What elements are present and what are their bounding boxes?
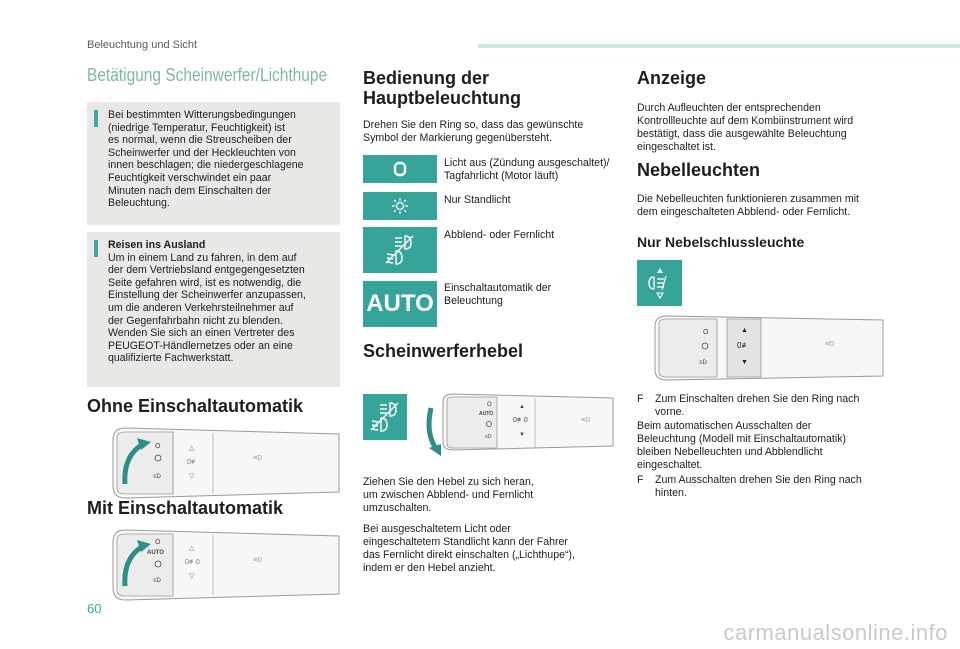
nebel-line: Die Nebelleuchten funktionieren zusammen mit xyxy=(637,193,859,205)
watermark: carmanualsonline.info xyxy=(723,620,948,645)
low-high-beam-icon xyxy=(363,227,437,273)
svg-text:O: O xyxy=(155,443,161,450)
side-light-label: Nur Standlicht xyxy=(444,194,511,206)
note-line: Bei bestimmten Witterungsbedingungen xyxy=(108,109,296,121)
svg-text:AUTO: AUTO xyxy=(479,411,494,417)
nebel-bullet-line: vorne. xyxy=(655,406,685,418)
note-line: qualifizierte Fachwerkstatt. xyxy=(108,352,234,365)
low-high-beam-label: Abblend- oder Fernlicht xyxy=(444,229,555,241)
note-box-condensation xyxy=(87,102,340,225)
auto-label: Beleuchtung xyxy=(444,295,503,307)
note-bar xyxy=(94,240,98,257)
bedienung-intro-line: Drehen Sie den Ring so, dass das gewünschte xyxy=(363,119,584,131)
note-line: es normal, wenn die Streuscheiben der xyxy=(108,134,292,147)
anzeige-line: eingeschaltet ist. xyxy=(637,141,716,153)
hebel-paragraph-line: das Fernlicht direkt einschalten („Lichthupe“), xyxy=(363,549,575,561)
note-line: Beleuchtung. xyxy=(108,197,170,210)
note-line: Scheinwerfer und der Heckleuchten von xyxy=(108,146,296,159)
svg-text:O: O xyxy=(703,329,709,336)
note-line: Um in einem Land zu fahren, in dem auf xyxy=(108,251,297,264)
note-line: innen beschlagen; die niedergeschlagene xyxy=(108,159,304,172)
nebel-bullet-line: Zum Einschalten drehen Sie den Ring nach xyxy=(655,393,860,405)
hebel-paragraph-line: Bei ausgeschaltetem Licht oder xyxy=(363,523,511,535)
nebel-para-line: bleiben Nebelleuchten und Abblendlicht xyxy=(637,446,823,458)
nebel-line: dem eingeschalteten Abblend- oder Fernlicht. xyxy=(637,206,851,218)
svg-text:▽: ▽ xyxy=(189,473,195,480)
svg-text:≡D: ≡D xyxy=(581,417,591,424)
page-number: 60 xyxy=(87,601,102,616)
svg-text:0≢0: 0≢0 xyxy=(185,559,200,566)
stalk-illustration-manual xyxy=(103,420,341,502)
heading-anzeige: Anzeige xyxy=(637,68,707,88)
light-off-label: Licht aus (Zündung ausgeschaltet)/ xyxy=(444,157,610,169)
bedienung-intro-line: Symbol der Markierung gegenübersteht. xyxy=(363,132,553,144)
stalk-illustration-hebel xyxy=(415,388,615,460)
svg-text:△: △ xyxy=(189,545,195,552)
note-box-abroad xyxy=(87,232,340,387)
note-title: Reisen ins Ausland xyxy=(108,239,206,251)
svg-text:≡D: ≡D xyxy=(253,557,263,564)
svg-text:O: O xyxy=(155,539,161,546)
heading-bedienung-line1: Bedienung der xyxy=(363,68,490,88)
nebel-para-line: Beleuchtung (Modell mit Einschaltautomatik) xyxy=(637,433,847,445)
hebel-paragraph-line: Ziehen Sie den Hebel zu sich heran, xyxy=(363,476,534,488)
rear-fog-icon xyxy=(637,260,682,306)
note-line: Feuchtigkeit verschwindet ein paar xyxy=(108,171,272,184)
svg-text:0≢: 0≢ xyxy=(737,341,750,350)
running-header: Beleuchtung und Sicht xyxy=(87,39,198,51)
note-line: Minuten nach dem Einschalten der xyxy=(108,184,272,197)
svg-text:▲: ▲ xyxy=(741,327,748,334)
svg-text:▲: ▲ xyxy=(519,404,525,410)
header-bar xyxy=(478,44,960,48)
auto-label: Einschaltautomatik der xyxy=(444,282,552,294)
anzeige-line: Kontrollleuchte auf dem Kombiinstrument wird xyxy=(637,115,854,127)
svg-text:≡D: ≡D xyxy=(485,434,492,440)
stalk-illustration-fog xyxy=(645,310,885,386)
hebel-paragraph-line: indem er den Hebel anzieht. xyxy=(363,562,496,574)
light-off-label: Tagfahrlicht (Motor läuft) xyxy=(444,170,559,182)
svg-text:AUTO: AUTO xyxy=(147,550,164,556)
heading-bedienung-line2: Hauptbeleuchtung xyxy=(363,88,521,108)
hebel-paragraph-line: eingeschaltetem Standlicht kann der Fahrer xyxy=(363,536,568,548)
heading-mit-einschaltautomatik: Mit Einschaltautomatik xyxy=(87,498,284,518)
bullet-glyph: F xyxy=(637,474,644,486)
note-line: um die anderen Verkehrsteilnehmer auf xyxy=(108,301,294,314)
note-line: der Gegenfahrbahn nicht zu blenden. xyxy=(108,314,283,327)
section-title: Betätigung Scheinwerfer/Lichthupe xyxy=(87,65,328,85)
heading-scheinwerferhebel: Scheinwerferhebel xyxy=(363,341,524,361)
nebel-para-line: Beim automatischen Ausschalten der xyxy=(637,420,812,432)
svg-text:≡D: ≡D xyxy=(153,578,161,584)
svg-text:▽: ▽ xyxy=(189,573,195,580)
svg-text:≡D: ≡D xyxy=(253,455,263,462)
light-off-icon xyxy=(363,155,437,183)
note-line: (niedrige Temperatur, Feuchtigkeit) ist xyxy=(108,121,286,134)
hebel-paragraph-line: umzuschalten. xyxy=(363,502,432,514)
bullet-glyph: F xyxy=(637,393,644,405)
svg-text:▼: ▼ xyxy=(741,359,748,366)
anzeige-line: Durch Aufleuchten der entsprechenden xyxy=(637,102,821,114)
nebel-bullet-line: Zum Ausschalten drehen Sie den Ring nach xyxy=(655,474,862,486)
heading-ohne-einschaltautomatik: Ohne Einschaltautomatik xyxy=(87,396,304,416)
svg-text:△: △ xyxy=(189,445,195,452)
svg-text:O: O xyxy=(487,402,492,408)
heading-nebelschlussleuchte: Nur Nebelschlussleuchte xyxy=(637,234,805,250)
anzeige-line: bestätigt, dass die ausgewählte Beleuchtung xyxy=(637,128,847,140)
note-line: der dem Vertriebsland entgegengesetzten xyxy=(108,264,305,277)
nebel-bullet-line: hinten. xyxy=(655,487,687,499)
auto-icon: AUTO xyxy=(363,281,437,327)
svg-text:▼: ▼ xyxy=(519,432,525,438)
note-line: Wenden Sie sich an einen Vertreter des xyxy=(108,327,295,340)
note-bar xyxy=(94,110,98,127)
svg-text:≡D: ≡D xyxy=(699,360,707,366)
low-high-beam-icon xyxy=(363,394,407,440)
stalk-illustration-auto xyxy=(103,522,341,604)
svg-text:0≢: 0≢ xyxy=(187,459,198,466)
svg-text:≡D: ≡D xyxy=(153,474,161,480)
note-line: PEUGEOT-Händlernetzes oder an eine xyxy=(108,339,293,352)
svg-text:≡D: ≡D xyxy=(825,341,835,348)
note-line: Einstellung der Scheinwerfer anzupassen, xyxy=(108,289,306,302)
note-line: Seite gefahren wird, ist es notwendig, die xyxy=(108,276,302,289)
nebel-para-line: eingeschaltet. xyxy=(637,459,703,471)
heading-nebelleuchten: Nebelleuchten xyxy=(637,160,761,180)
side-light-icon xyxy=(363,192,437,220)
svg-text:0≢0: 0≢0 xyxy=(513,417,528,424)
hebel-paragraph-line: um zwischen Abblend- und Fernlicht xyxy=(363,489,534,501)
